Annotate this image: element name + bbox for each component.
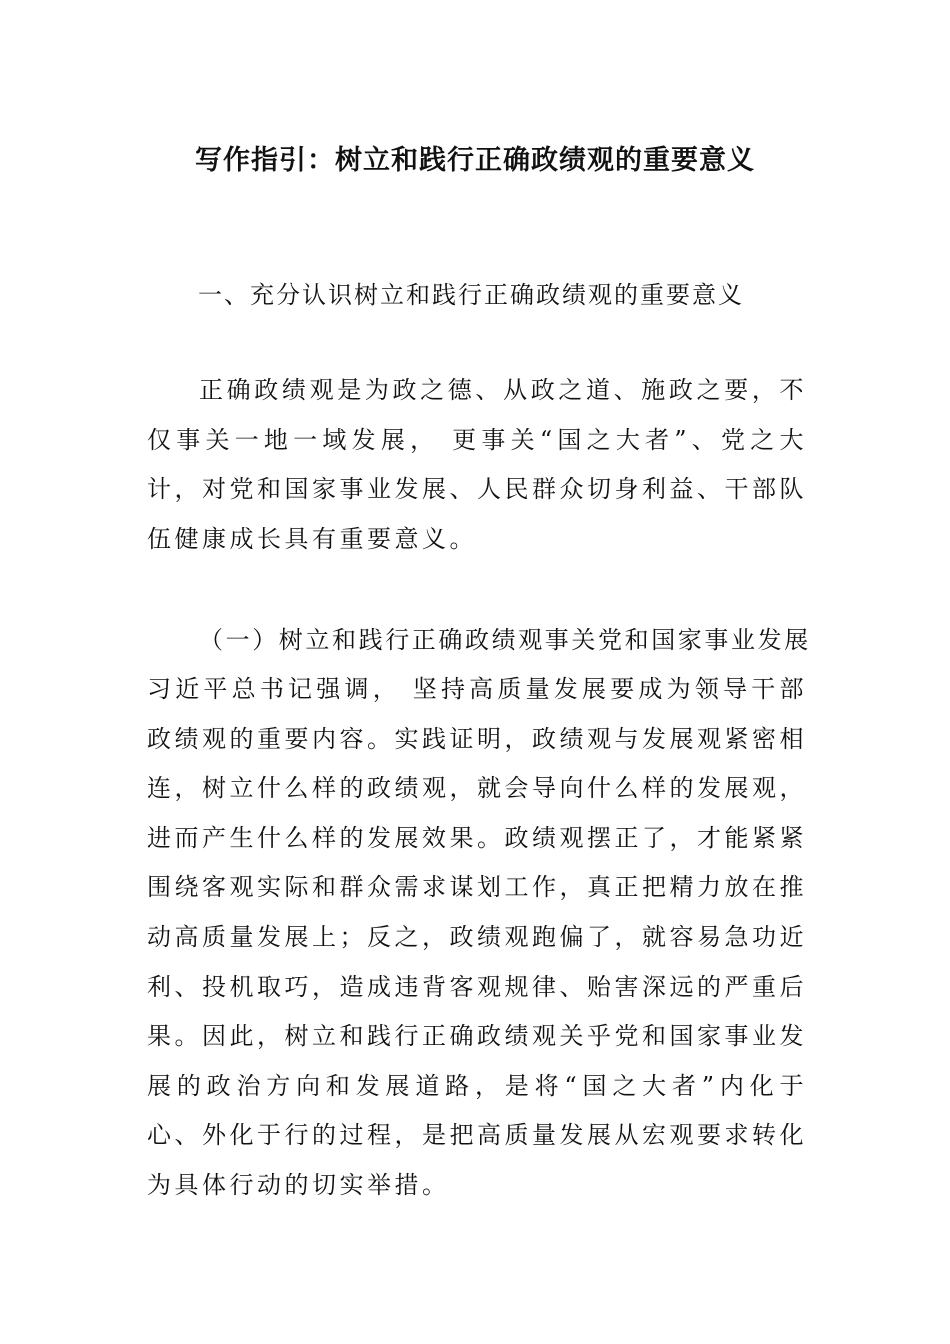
paragraph-2: 习近平总书记强调， 坚持高质量发展要成为领导干部政绩观的重要内容。实践证明，政绩观与发展观紧密相连，树立什么样的政绩观，就会导向什么样的发展观，进而产生什么样的发展效果。政绩观摆正了，才能紧紧围绕客观实际和群众需求谋划工作，真正把精力放在推动高质量发展上；反之，政绩观跑偏了，就容易急功近利、投机取巧，造成违背客观规律、贻害深远的严重后果。因此，树立和践行正确政绩观关乎党和国家事业发展的政治方向和发展道路，是将“国之大者”内化于心、外化于行的过程，是把高质量发展从宏观要求转化为具体行动的切实举措。: [147, 675, 807, 1199]
paragraph-1: 正确政绩观是为政之德、从政之道、施政之要，不仅事关一地一域发展， 更事关“国之大者”、党之大计，对党和国家事业发展、人民群众切身利益、干部队伍健康成长具有重要意义。: [147, 376, 807, 553]
section-heading: 一、充分认识树立和践行正确政绩观的重要意义: [198, 281, 744, 309]
document-title: 写作指引：树立和践行正确政绩观的重要意义: [195, 145, 755, 177]
subsection-heading: （一）树立和践行正确政绩观事关党和国家事业发展: [199, 626, 811, 654]
